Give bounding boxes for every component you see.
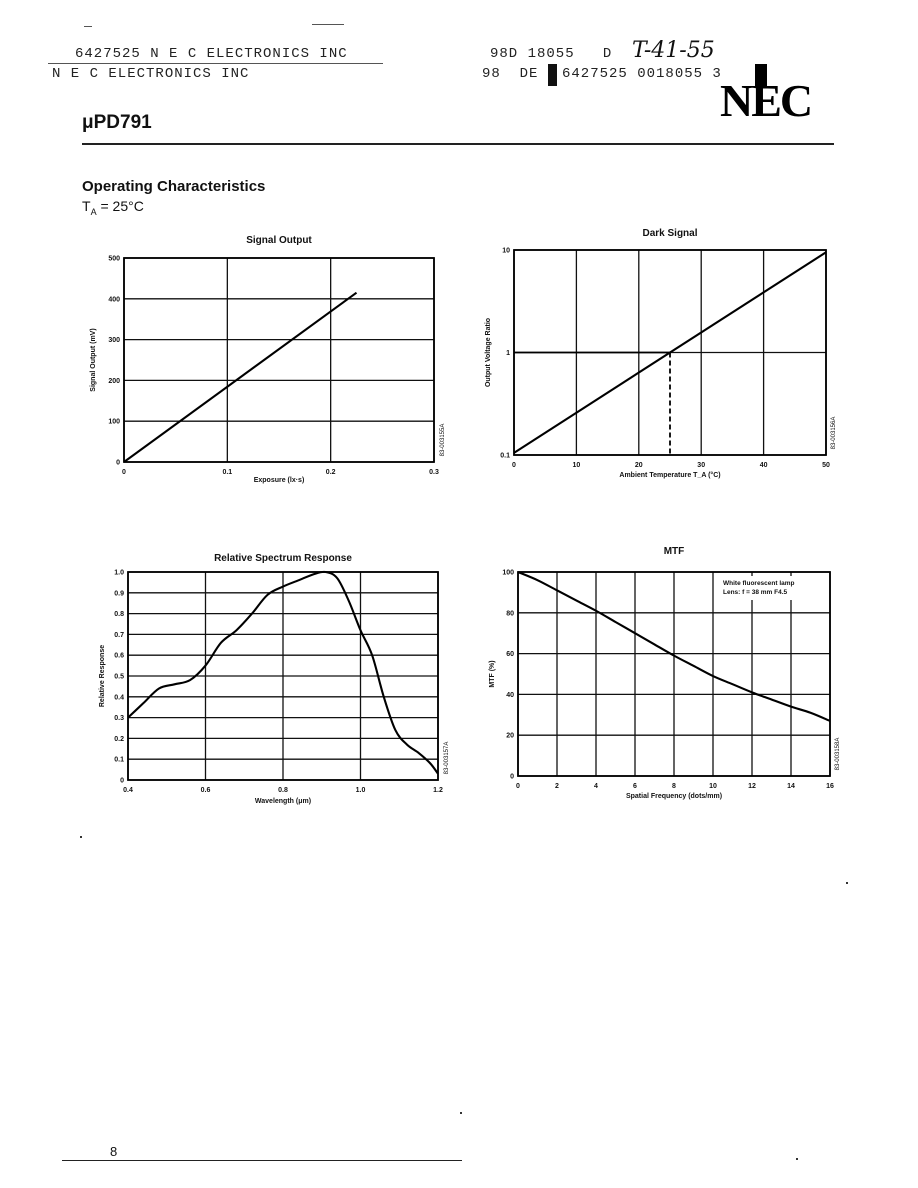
scan-speck [80, 836, 82, 838]
x-tick-label: 2 [555, 783, 559, 790]
y-tick-label: 0.5 [114, 673, 124, 681]
y-tick-label: 0 [120, 777, 124, 785]
x-tick-label: 0.4 [123, 787, 133, 794]
figure-code: 83-003155A [440, 423, 446, 457]
y-tick-label: 0.2 [114, 735, 124, 743]
x-tick-label: 6 [633, 783, 637, 790]
y-tick-label: 0.7 [114, 631, 124, 639]
chart-title: Dark Signal [642, 228, 698, 239]
x-tick-label: 0 [512, 462, 516, 469]
y-tick-label: 0.1 [114, 756, 124, 764]
x-tick-label: 0.3 [429, 469, 439, 476]
x-tick-label: 40 [759, 462, 768, 469]
x-tick-label: 0 [122, 469, 126, 476]
chart-title: Signal Output [246, 235, 312, 246]
scan-speck [460, 1112, 462, 1114]
y-tick-label: 0 [510, 773, 514, 781]
x-tick-label: 8 [672, 783, 676, 790]
x-tick-label: 50 [822, 462, 830, 469]
condition-subscript: A [90, 206, 97, 217]
x-axis-label: Wavelength (μm) [254, 798, 312, 805]
figure-code: 83-003158A [835, 737, 841, 771]
y-tick-label: 100 [502, 569, 514, 577]
footer-rule [62, 1160, 462, 1161]
x-axis-label: Spatial Frequency (dots/mm) [625, 793, 723, 800]
x-tick-label: 0.2 [325, 469, 336, 476]
y-tick-label: 10 [502, 247, 510, 255]
y-tick-label: 0.3 [114, 715, 124, 723]
scan-speck [796, 1158, 798, 1160]
condition-value: = 25°C [96, 198, 144, 214]
handwritten-code: T-41-55 [632, 38, 715, 63]
x-axis-label: Exposure (lx·s) [253, 477, 305, 484]
figure-code: 83-003156A [831, 416, 837, 450]
x-tick-label: 16 [826, 783, 834, 790]
y-tick-label: 0.6 [114, 652, 124, 660]
x-tick-label: 0.1 [222, 469, 233, 476]
header-line1-right: 98D 18055 D [490, 46, 613, 62]
y-axis-label: Output Voltage Ratio [485, 317, 492, 388]
y-tick-label: 0.4 [114, 694, 124, 702]
y-tick-label: 20 [506, 732, 514, 740]
x-tick-label: 0.6 [200, 787, 211, 794]
section-title: Operating Characteristics [82, 178, 266, 195]
y-tick-label: 0.1 [500, 452, 510, 460]
y-tick-label: 1 [506, 350, 510, 357]
y-tick-label: 200 [108, 377, 120, 385]
chart-title: MTF [663, 546, 685, 557]
x-tick-label: 12 [748, 783, 756, 790]
header-line2-left: N E C ELECTRONICS INC [52, 66, 250, 82]
x-tick-label: 20 [634, 462, 643, 469]
annotation-text: White fluorescent lamp [723, 580, 795, 587]
y-tick-label: 0.9 [114, 590, 124, 598]
condition-symbol: T [82, 198, 91, 214]
part-number: μPD791 [82, 112, 152, 133]
y-tick-label: 100 [108, 418, 120, 426]
nec-logo: NEC [720, 75, 812, 126]
annotation-text: Lens: f = 38 mm F4.5 [723, 589, 788, 596]
x-tick-label: 0 [516, 783, 520, 790]
y-tick-label: 0 [116, 459, 120, 467]
x-tick-label: 10 [709, 783, 717, 790]
y-axis-label: MTF (%) [489, 660, 496, 688]
y-tick-label: 80 [506, 610, 514, 618]
y-tick-label: 40 [506, 691, 514, 699]
y-tick-label: 500 [108, 255, 120, 263]
page-number: 8 [110, 1144, 118, 1159]
header-line2-code: 6427525 0018055 3 [562, 66, 722, 82]
scan-speck [846, 882, 848, 884]
x-tick-label: 1.0 [355, 787, 366, 794]
header-line2-right: 98 DE [482, 66, 539, 82]
x-axis-label: Ambient Temperature T_A (°C) [619, 472, 721, 479]
x-tick-label: 4 [594, 783, 598, 790]
x-tick-label: 0.8 [278, 787, 288, 794]
header-line1-left: 6427525 N E C ELECTRONICS INC [75, 46, 348, 62]
y-tick-label: 1.0 [114, 569, 124, 577]
x-tick-label: 30 [697, 462, 706, 469]
x-tick-label: 1.2 [433, 787, 443, 794]
y-tick-label: 60 [506, 651, 514, 659]
y-tick-label: 400 [108, 296, 120, 304]
y-axis-label: Signal Output (mV) [90, 328, 97, 392]
figure-code: 83-003157A [444, 741, 450, 775]
x-tick-label: 10 [572, 462, 581, 469]
y-tick-label: 0.8 [114, 611, 124, 619]
y-tick-label: 300 [108, 337, 120, 345]
x-tick-label: 14 [787, 783, 795, 790]
chart-title: Relative Spectrum Response [214, 553, 352, 564]
y-axis-label: Relative Response [99, 644, 106, 708]
